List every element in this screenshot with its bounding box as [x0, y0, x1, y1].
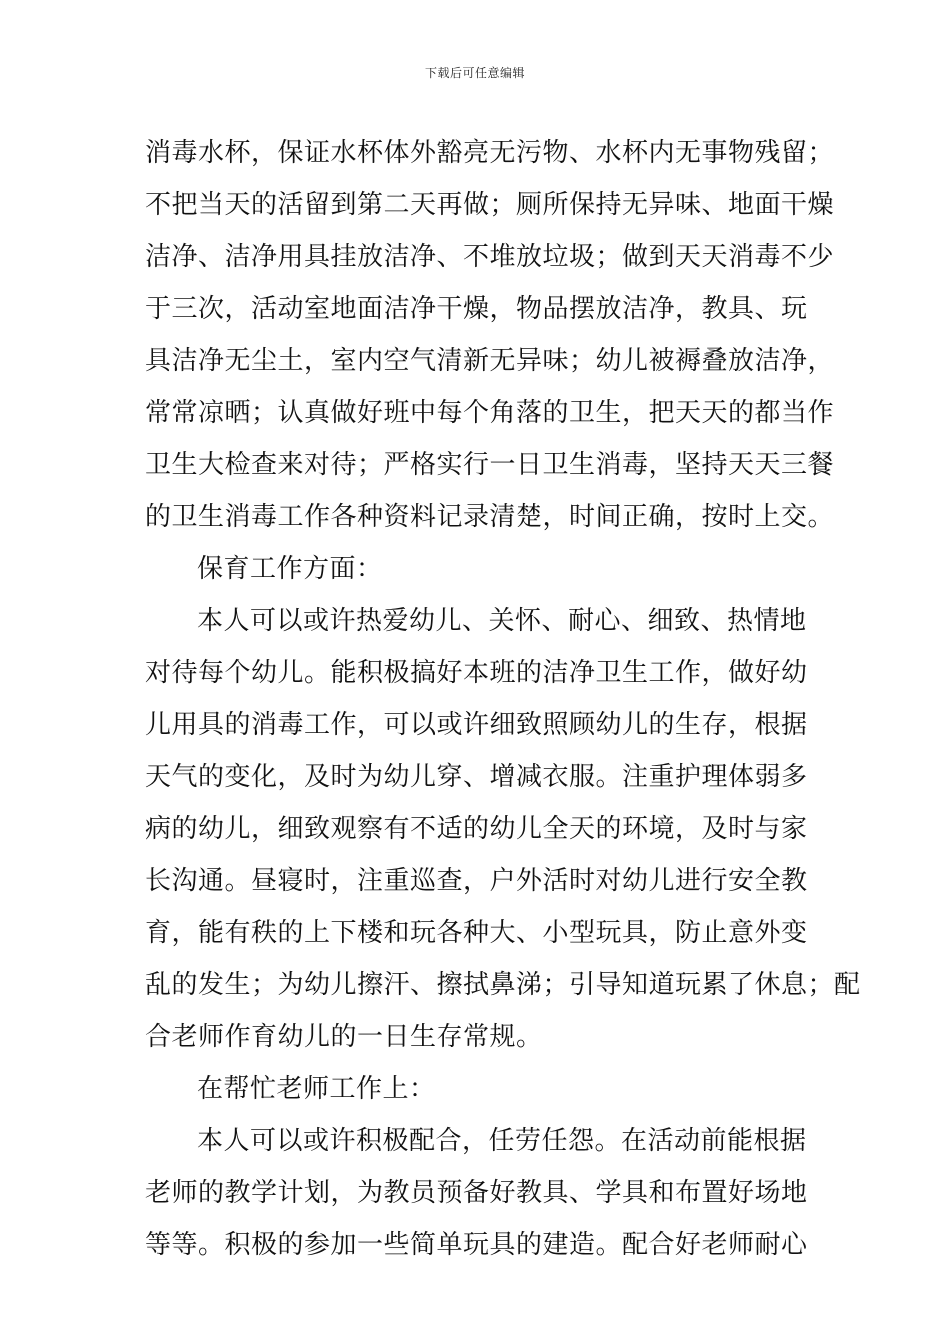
text-line: 儿用具的消毒工作，可以或许细致照顾幼儿的生存，根据 [145, 710, 808, 740]
text-line: 卫生大检查来对待；严格实行一日卫生消毒，坚持天天三餐 [145, 450, 835, 480]
text-line: 的卫生消毒工作各种资料记录清楚，时间正确，按时上交。 [145, 502, 835, 532]
section-heading: 保育工作方面： [197, 554, 383, 584]
text-line: 合老师作育幼儿的一日生存常规。 [145, 1022, 543, 1052]
text-line: 不把当天的活留到第二天再做；厕所保持无异味、地面干燥 [145, 190, 835, 220]
text-line: 长沟通。昼寝时，注重巡查，户外活时对幼儿进行安全教 [145, 866, 808, 896]
text-line: 具洁净无尘土，室内空气清新无异味；幼儿被褥叠放洁净， [145, 346, 835, 376]
text-line: 天气的变化，及时为幼儿穿、增减衣服。注重护理体弱多 [145, 762, 808, 792]
text-line: 等等。积极的参加一些简单玩具的建造。配合好老师耐心 [145, 1230, 808, 1260]
paragraph-first-line: 本人可以或许积极配合，任劳任怨。在活动前能根据 [197, 1126, 807, 1156]
text-line: 消毒水杯，保证水杯体外豁亮无污物、水杯内无事物残留； [145, 138, 835, 168]
text-line: 洁净、洁净用具挂放洁净、不堆放垃圾；做到天天消毒不少 [145, 242, 835, 272]
text-line: 乱的发生；为幼儿擦汗、擦拭鼻涕；引导知道玩累了休息；配 [145, 970, 861, 1000]
paragraph-first-line: 本人可以或许热爱幼儿、关怀、耐心、细致、热情地 [197, 606, 807, 636]
text-line: 老师的教学计划，为教员预备好教具、学具和布置好场地 [145, 1178, 808, 1208]
section-heading: 在帮忙老师工作上： [197, 1074, 436, 1104]
document-body [145, 127, 861, 1271]
text-line: 病的幼儿，细致观察有不适的幼儿全天的环境，及时与家 [145, 814, 808, 844]
text-line: 对待每个幼儿。能积极搞好本班的洁净卫生工作，做好幼 [145, 658, 808, 688]
text-line: 育，能有秩的上下楼和玩各种大、小型玩具，防止意外变 [145, 918, 808, 948]
text-line: 于三次，活动室地面洁净干燥，物品摆放洁净，教具、玩 [145, 294, 808, 324]
page-header: 下载后可任意编辑 [424, 66, 525, 80]
text-line: 常常凉晒；认真做好班中每个角落的卫生，把天天的都当作 [145, 398, 835, 428]
